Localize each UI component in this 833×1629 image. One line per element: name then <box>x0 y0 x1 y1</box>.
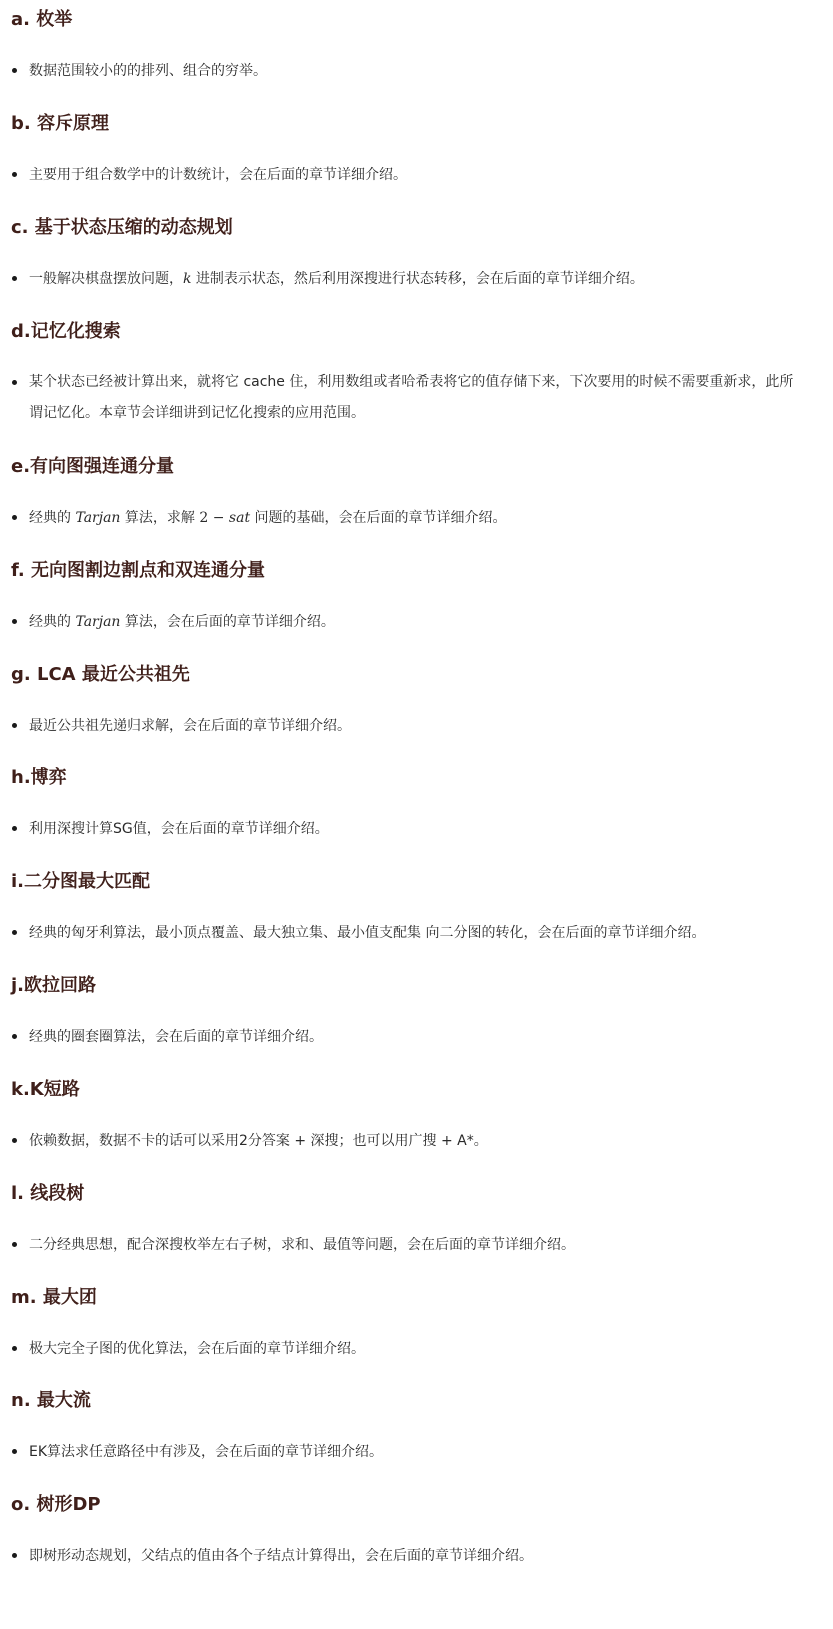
list-item-text <box>29 267 819 291</box>
bullet-icon <box>12 515 17 520</box>
list-item-text: 经典的圈套圈算法，会在后面的章节详细介绍。 <box>29 1029 323 1045</box>
bullet-icon <box>12 380 17 385</box>
section-heading: l. 线段树 <box>11 1183 85 1204</box>
section-heading: a. 枚举 <box>11 9 73 30</box>
bullet-icon <box>12 930 17 935</box>
section-heading: n. 最大流 <box>11 1390 91 1411</box>
list-item-text: 极大完全子图的优化算法，会在后面的章节详细介绍。 <box>29 1341 365 1357</box>
section-heading: b. 容斥原理 <box>11 113 109 134</box>
math-number: 2 − <box>199 510 229 526</box>
text-segment: 算法，会在后面的章节详细介绍。 <box>120 614 335 630</box>
bullet-icon <box>12 1034 17 1039</box>
section-heading: k.K短路 <box>11 1079 80 1100</box>
bullet-icon <box>12 276 17 281</box>
list-item-text: 经典的匈牙利算法，最小顶点覆盖、最大独立集、最小值支配集 向二分图的转化，会在后面的章节详细介绍。 <box>29 925 706 941</box>
list-item-text <box>29 506 819 530</box>
list-item-text: EK算法求任意路径中有涉及，会在后面的章节详细介绍。 <box>29 1444 384 1460</box>
text-segment: 算法，求解 <box>120 510 200 526</box>
bullet-icon <box>12 68 17 73</box>
bullet-icon <box>12 826 17 831</box>
text-segment: 经典的 <box>29 614 76 630</box>
section-heading: g. LCA 最近公共祖先 <box>11 664 190 685</box>
list-item-text: 某个状态已经被计算出来，就将它 cache 住，利用数组或者哈希表将它的值存储下来，下次要用的时候不需要重新求，此所谓记忆化。本章节会详细讲到记忆化搜索的应用范围。 <box>29 374 794 421</box>
list-item-text: 二分经典思想，配合深搜枚举左右子树，求和、最值等问题，会在后面的章节详细介绍。 <box>29 1237 575 1253</box>
list-item-text: 数据范围较小的的排列、组合的穷举。 <box>29 63 267 79</box>
math-variable: Tarjan <box>75 614 121 630</box>
section-heading: m. 最大团 <box>11 1287 97 1308</box>
section-heading: h.博弈 <box>11 767 67 788</box>
math-variable: Tarjan <box>75 510 121 526</box>
math-variable: sat <box>228 510 251 526</box>
bullet-icon <box>12 1138 17 1143</box>
section-heading: i.二分图最大匹配 <box>11 871 151 892</box>
section-heading: e.有向图强连通分量 <box>11 456 175 477</box>
list-item-text: 利用深搜计算SG值，会在后面的章节详细介绍。 <box>29 821 329 837</box>
bullet-icon <box>12 1449 17 1454</box>
section-heading: d.记忆化搜索 <box>11 321 121 342</box>
list-item-text: 依赖数据，数据不卡的话可以采用2分答案 + 深搜；也可以用广搜 + A*。 <box>29 1133 488 1149</box>
section-heading: f. 无向图割边割点和双连通分量 <box>11 560 265 581</box>
math-variable: k <box>183 271 192 287</box>
section-heading: j.欧拉回路 <box>11 975 97 996</box>
bullet-icon <box>12 1346 17 1351</box>
bullet-icon <box>12 619 17 624</box>
bullet-icon <box>12 1553 17 1558</box>
text-segment: 进制表示状态，然后利用深搜进行状态转移，会在后面的章节详细介绍。 <box>191 271 644 287</box>
text-segment: 问题的基础，会在后面的章节详细介绍。 <box>250 510 507 526</box>
list-item-text <box>29 610 819 634</box>
bullet-icon <box>12 1242 17 1247</box>
bullet-icon <box>12 172 17 177</box>
bullet-icon <box>12 723 17 728</box>
section-heading: c. 基于状态压缩的动态规划 <box>11 217 233 238</box>
text-segment: 一般解决棋盘摆放问题， <box>29 271 183 287</box>
list-item-text: 主要用于组合数学中的计数统计，会在后面的章节详细介绍。 <box>29 167 407 183</box>
text-segment: 经典的 <box>29 510 76 526</box>
list-item-text: 即树形动态规划，父结点的值由各个子结点计算得出，会在后面的章节详细介绍。 <box>29 1548 533 1564</box>
section-heading: o. 树形DP <box>11 1494 101 1515</box>
list-item-text: 最近公共祖先递归求解，会在后面的章节详细介绍。 <box>29 718 351 734</box>
